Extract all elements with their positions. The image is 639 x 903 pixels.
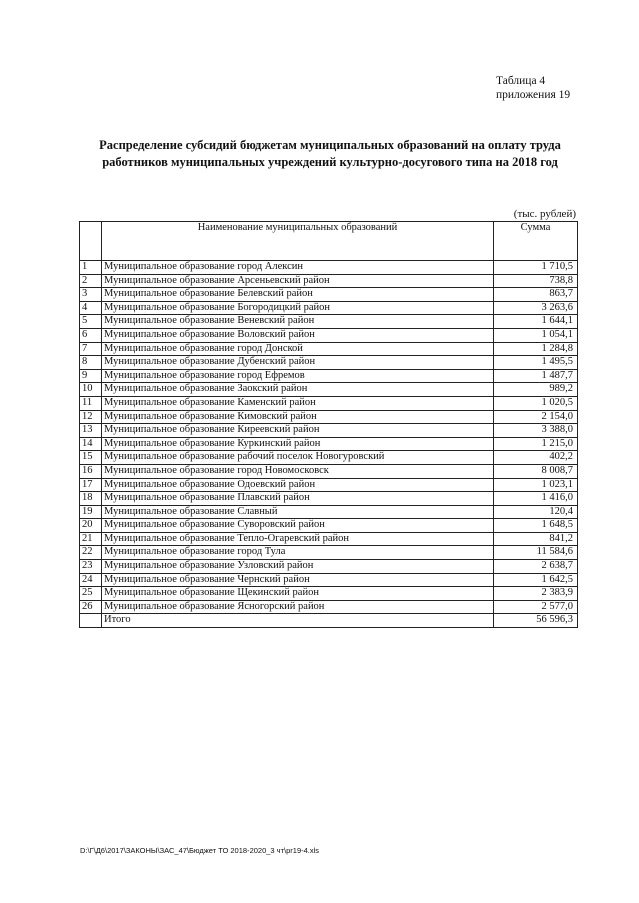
table-header-row (80, 222, 578, 261)
row-name: Муниципальное образование Белевский район (102, 288, 494, 302)
row-sum: 841,2 (494, 532, 578, 546)
row-sum: 8 008,7 (494, 464, 578, 478)
row-sum: 1 215,0 (494, 437, 578, 451)
row-sum: 1 642,5 (494, 573, 578, 587)
row-name: Муниципальное образование город Тула (102, 546, 494, 560)
row-number: 26 (80, 600, 102, 614)
row-number: 6 (80, 328, 102, 342)
document-title (80, 137, 580, 171)
row-sum: 1 495,5 (494, 356, 578, 370)
title-line-2: работников муниципальных учреждений культурно-досугового типа на 2018 год (102, 155, 558, 169)
table-row (80, 437, 578, 451)
row-name: Муниципальное образование Славный (102, 505, 494, 519)
row-sum: 2 638,7 (494, 560, 578, 574)
table-row (80, 492, 578, 506)
row-name: Муниципальное образование Одоевский район (102, 478, 494, 492)
unit-label: (тыс. рублей) (513, 208, 576, 220)
row-name: Муниципальное образование город Ефремов (102, 369, 494, 383)
total-row (80, 614, 578, 628)
row-number: 17 (80, 478, 102, 492)
row-number: 13 (80, 424, 102, 438)
appendix-label: приложения 19 (496, 89, 571, 101)
row-name: Муниципальное образование Чернский район (102, 573, 494, 587)
table-row (80, 301, 578, 315)
row-name: Муниципальное образование Кимовский район (102, 410, 494, 424)
row-number: 2 (80, 274, 102, 288)
table-row (80, 546, 578, 560)
row-sum: 1 416,0 (494, 492, 578, 506)
row-number: 11 (80, 396, 102, 410)
row-sum: 2 154,0 (494, 410, 578, 424)
file-path-footer: D:\Г\Д6\2017\ЗАКОНЫ\ЗАС_47\Бюджет ТО 2018-2020_3 чт\pr19-4.xls (80, 846, 320, 855)
table-row (80, 274, 578, 288)
row-number: 18 (80, 492, 102, 506)
row-name: Муниципальное образование Тепло-Огаревский район (102, 532, 494, 546)
table-row (80, 451, 578, 465)
row-sum: 2 383,9 (494, 587, 578, 601)
row-number: 15 (80, 451, 102, 465)
row-number: 16 (80, 464, 102, 478)
row-name: Муниципальное образование город Новомосковск (102, 464, 494, 478)
row-name: Муниципальное образование Суворовский район (102, 519, 494, 533)
table-body (80, 261, 578, 628)
row-name: Муниципальное образование город Алексин (102, 261, 494, 275)
row-number: 19 (80, 505, 102, 519)
row-name: Муниципальное образование Богородицкий район (102, 301, 494, 315)
row-number: 5 (80, 315, 102, 329)
header-sum-cell: Сумма (494, 222, 578, 261)
row-name: Муниципальное образование Каменский район (102, 396, 494, 410)
row-number: 21 (80, 532, 102, 546)
table-row (80, 560, 578, 574)
row-number: 24 (80, 573, 102, 587)
subsidy-table (79, 221, 578, 628)
row-name: Муниципальное образование Дубенский район (102, 356, 494, 370)
row-name: Муниципальное образование Щекинский район (102, 587, 494, 601)
row-number: 9 (80, 369, 102, 383)
table-row (80, 369, 578, 383)
row-sum: 1 023,1 (494, 478, 578, 492)
row-sum: 863,7 (494, 288, 578, 302)
row-number: 10 (80, 383, 102, 397)
table-row (80, 424, 578, 438)
row-sum: 1 644,1 (494, 315, 578, 329)
row-sum: 989,2 (494, 383, 578, 397)
row-name: Муниципальное образование Куркинский район (102, 437, 494, 451)
title-line-1: Распределение субсидий бюджетам муниципальных образований на оплату труда (99, 138, 561, 152)
total-number-cell (80, 614, 102, 628)
table-row (80, 288, 578, 302)
total-sum: 56 596,3 (494, 614, 578, 628)
row-sum: 3 388,0 (494, 424, 578, 438)
table-row (80, 573, 578, 587)
table-row (80, 410, 578, 424)
row-sum: 2 577,0 (494, 600, 578, 614)
row-name: Муниципальное образование рабочий поселок Новогуровский (102, 451, 494, 465)
row-sum: 1 284,8 (494, 342, 578, 356)
row-sum: 1 054,1 (494, 328, 578, 342)
table-row (80, 478, 578, 492)
row-sum: 3 263,6 (494, 301, 578, 315)
total-label: Итого (102, 614, 494, 628)
row-name: Муниципальное образование Заокский район (102, 383, 494, 397)
row-name: Муниципальное образование Киреевский район (102, 424, 494, 438)
row-number: 7 (80, 342, 102, 356)
row-name: Муниципальное образование Плавский район (102, 492, 494, 506)
row-number: 8 (80, 356, 102, 370)
row-name: Муниципальное образование город Донской (102, 342, 494, 356)
row-number: 12 (80, 410, 102, 424)
table-row (80, 342, 578, 356)
row-sum: 402,2 (494, 451, 578, 465)
row-sum: 1 648,5 (494, 519, 578, 533)
table-row (80, 396, 578, 410)
row-sum: 1 487,7 (494, 369, 578, 383)
table-number-label: Таблица 4 (496, 75, 546, 87)
table-row (80, 532, 578, 546)
row-number: 25 (80, 587, 102, 601)
row-number: 20 (80, 519, 102, 533)
row-name: Муниципальное образование Ясногорский район (102, 600, 494, 614)
row-sum: 11 584,6 (494, 546, 578, 560)
row-number: 22 (80, 546, 102, 560)
table-row (80, 587, 578, 601)
row-name: Муниципальное образование Узловский район (102, 560, 494, 574)
row-number: 4 (80, 301, 102, 315)
row-name: Муниципальное образование Воловский район (102, 328, 494, 342)
row-sum: 120,4 (494, 505, 578, 519)
row-name: Муниципальное образование Веневский район (102, 315, 494, 329)
table-caption (496, 74, 626, 102)
row-number: 3 (80, 288, 102, 302)
row-name: Муниципальное образование Арсеньевский район (102, 274, 494, 288)
row-sum: 1 020,5 (494, 396, 578, 410)
row-sum: 738,8 (494, 274, 578, 288)
table-row (80, 600, 578, 614)
row-sum: 1 710,5 (494, 261, 578, 275)
header-name-cell: Наименование муниципальных образований (102, 222, 494, 261)
row-number: 14 (80, 437, 102, 451)
table-row (80, 505, 578, 519)
table-row (80, 383, 578, 397)
row-number: 23 (80, 560, 102, 574)
table-row (80, 519, 578, 533)
table-row (80, 464, 578, 478)
table-row (80, 261, 578, 275)
table-row (80, 328, 578, 342)
header-number-cell (80, 222, 102, 261)
table-row (80, 356, 578, 370)
table-row (80, 315, 578, 329)
row-number: 1 (80, 261, 102, 275)
